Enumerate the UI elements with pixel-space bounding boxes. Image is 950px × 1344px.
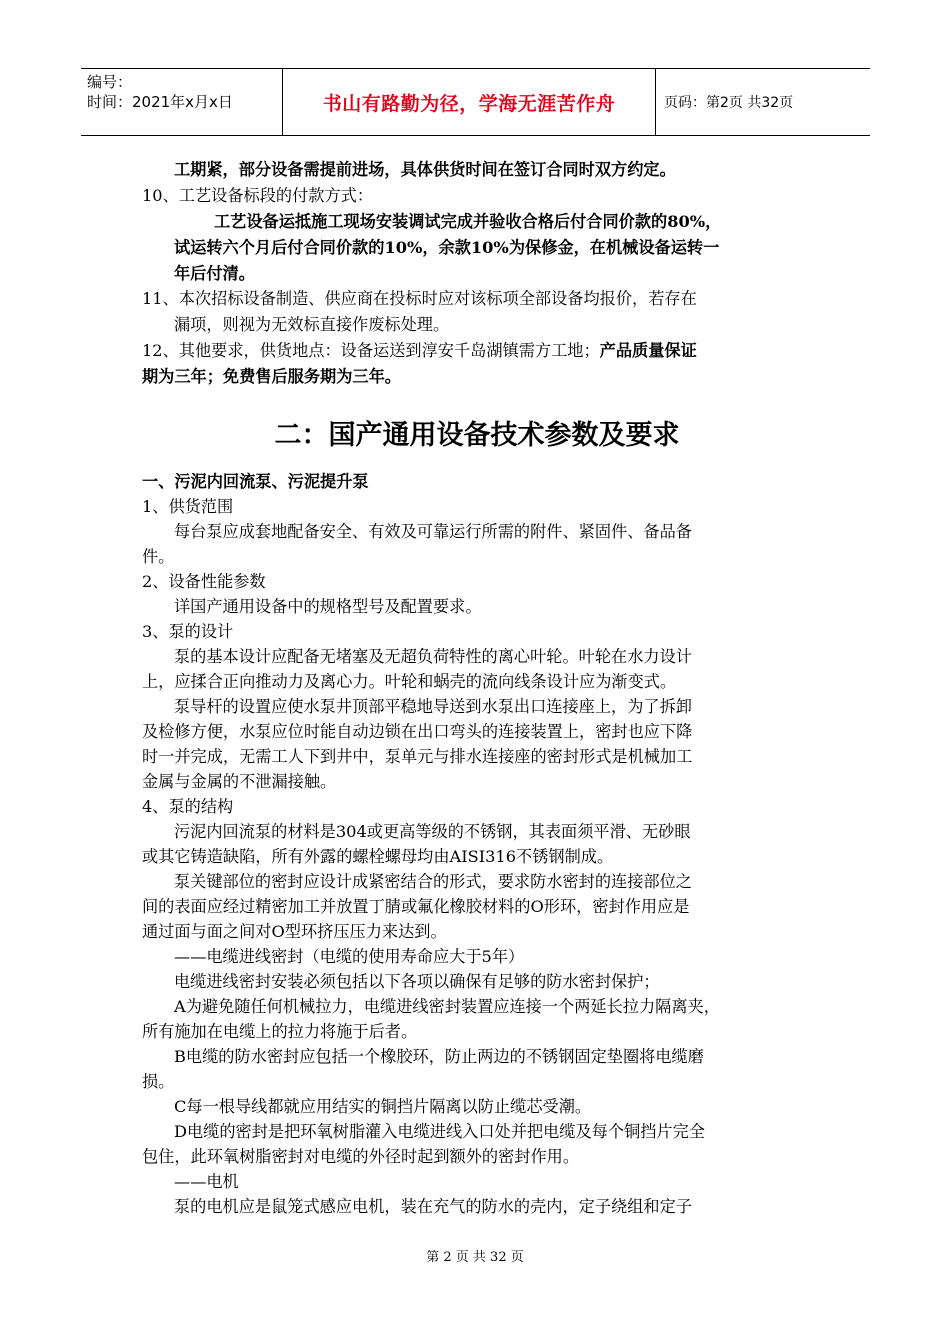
header-motto: 书山有路勤为径，学海无涯苦作舟: [322, 92, 616, 115]
number-label: 编号：: [87, 73, 133, 91]
text-line: 漏项，则视为无效标直接作废标处理。: [174, 315, 450, 334]
text-line: 时一并完成，无需工人下到井中，泵单元与排水连接座的密封形式是机械加工: [142, 747, 693, 766]
text-line: 每台泵应成套地配备安全、有效及可靠运行所需的附件、紧固件、备品备: [174, 522, 692, 541]
text-line: 3、泵的设计: [142, 622, 234, 641]
text-line: 10、工艺设备标段的付款方式：: [142, 186, 374, 205]
text-line: 金属与金属的不泄漏接触。: [142, 772, 337, 791]
text-line: 工艺设备运抵施工现场安装调试完成并验收合格后付合同价款的80%，: [214, 212, 722, 231]
text-line: ——电缆进线密封（电缆的使用寿命应大于5年）: [174, 947, 525, 966]
text-line: 2、设备性能参数: [142, 572, 266, 591]
subsection-heading: 一、污泥内回流泵、污泥提升泵: [142, 472, 369, 491]
text-line: 包住，此环氧树脂密封对电缆的外径时起到额外的密封作用。: [142, 1147, 580, 1166]
text-line: 工期紧，部分设备需提前进场，具体供货时间在签订合同时双方约定。: [174, 160, 676, 179]
text-line: 通过面与面之间对O型环挤压压力来达到。: [142, 922, 447, 941]
text-line: 4、泵的结构: [142, 797, 234, 816]
header-motto-cell: [282, 69, 656, 135]
warranty-text: 产品质量保证: [599, 341, 697, 360]
text-line: ——电机: [174, 1172, 239, 1191]
text-line: A为避免随任何机械拉力，电缆进线密封装置应连接一个两延长拉力隔离夹，: [174, 997, 720, 1016]
time-label: 时间：2021年x月x日: [87, 93, 233, 111]
text-line: 泵的基本设计应配备无堵塞及无超负荷特性的离心叶轮。叶轮在水力设计: [174, 647, 692, 666]
text-line: 损。: [142, 1072, 175, 1091]
header-meta: [81, 69, 282, 135]
text-line: 所有施加在电缆上的拉力将施于后者。: [142, 1022, 418, 1041]
text-line: 上，应揉合正向推动力及离心力。叶轮和蜗壳的流向线条设计应为渐变式。: [142, 672, 677, 691]
text-line: 或其它铸造缺陷，所有外露的螺栓螺母均由AISI316不锈钢制成。: [142, 847, 614, 866]
text-line: 11、本次招标设备制造、供应商在投标时应对该标项全部设备均报价，若存在: [142, 289, 697, 308]
text-line: 详国产通用设备中的规格型号及配置要求。: [174, 597, 482, 616]
text-span: 12、其他要求，供货地点：设备运送到淳安千岛湖镇需方工地；: [142, 341, 600, 360]
text-line: 及检修方便，水泵应位时能自动边锁在出口弯头的连接装置上，密封也应下降: [142, 722, 693, 741]
text-line: D电缆的密封是把环氧树脂灌入电缆进线入口处并把电缆及每个铜挡片完全: [174, 1122, 705, 1141]
header-page-cell: [656, 69, 870, 135]
text-line: 泵导杆的设置应使水泵井顶部平稳地导送到水泵出口连接座上，为了拆卸: [174, 697, 692, 716]
page-header: [81, 68, 870, 136]
text-line: 1、供货范围: [142, 497, 234, 516]
text-line: B电缆的防水密封应包括一个橡胶环，防止两边的不锈钢固定垫圈将电缆磨: [174, 1047, 704, 1066]
text-line: 年后付清。: [174, 264, 255, 283]
text-line: 期为三年；免费售后服务期为三年。: [142, 367, 401, 386]
page-footer: 第 2 页 共 32 页: [426, 1250, 524, 1265]
section-title: 二：国产通用设备技术参数及要求: [274, 420, 680, 451]
text-line: 泵的电机应是鼠笼式感应电机，装在充气的防水的壳内，定子绕组和定子: [174, 1197, 692, 1216]
page-number-label: 页码：第2页 共32页: [664, 95, 794, 111]
text-line: 件。: [142, 547, 175, 566]
text-line: 试运转六个月后付合同价款的10%，余款10%为保修金，在机械设备运转一: [174, 238, 720, 257]
text-line: 泵关键部位的密封应设计成紧密结合的形式，要求防水密封的连接部位之: [174, 872, 692, 891]
text-line: [142, 339, 697, 363]
text-line: C每一根导线都就应用结实的铜挡片隔离以防止缆芯受潮。: [174, 1097, 592, 1116]
text-line: 污泥内回流泵的材料是304或更高等级的不锈钢，其表面须平滑、无砂眼: [174, 822, 691, 841]
text-line: 间的表面应经过精密加工并放置丁腈或氟化橡胶材料的O形环，密封作用应是: [142, 897, 690, 916]
text-line: 电缆进线密封安装必须包括以下各项以确保有足够的防水密封保护；: [174, 972, 660, 991]
